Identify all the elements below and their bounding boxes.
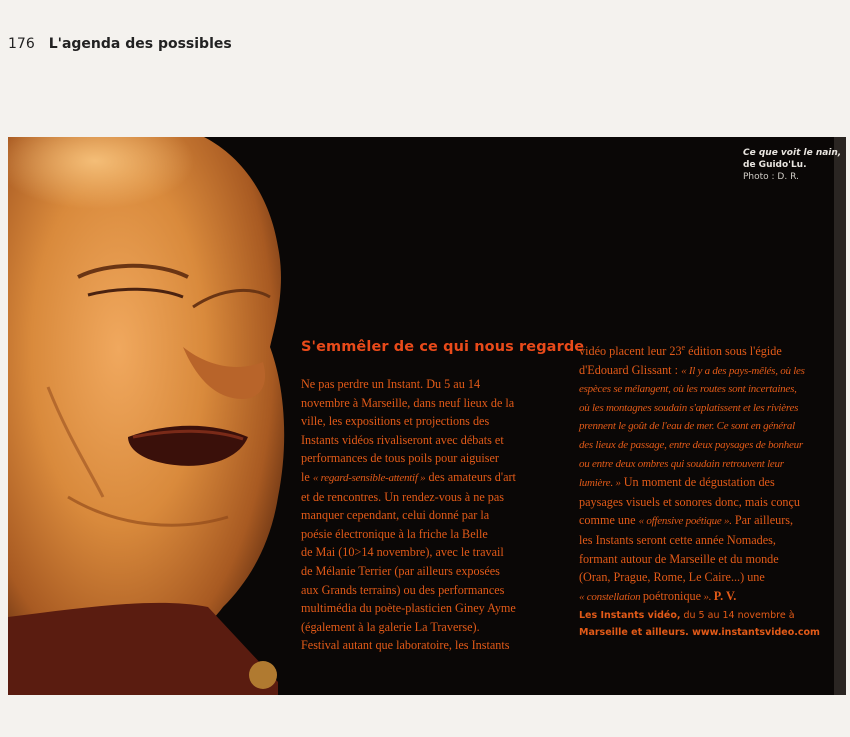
text-run: des amateurs d'art — [425, 469, 516, 484]
quote-line: des lieux de passage, entre deux paysages de bonheur — [579, 439, 803, 452]
article-title: S'emmêler de ce qui nous regarde — [301, 339, 585, 355]
text-line: et de rencontres. Un rendez-vous à ne pas — [301, 489, 505, 504]
text-line: manquer cependant, celui donné par la — [301, 508, 490, 523]
article-column-1 — [301, 375, 563, 655]
event-info — [579, 607, 839, 641]
text-line: performances de tous poils pour aiguiser — [301, 451, 499, 466]
article-column-2 — [579, 339, 843, 606]
text-line: novembre à Marseille, dans neuf lieux de la — [301, 395, 515, 410]
photo — [8, 137, 846, 695]
quote-run: « offensive poétique ». — [638, 515, 732, 528]
text-run: comme une — [579, 513, 639, 528]
text-line: les Instants seront cette année Nomades, — [579, 533, 776, 547]
text-line: Festival autant que laboratoire, les Instants — [301, 638, 510, 653]
photo-caption — [743, 147, 843, 183]
quote-line: prennent le goût de l'eau de mer. Ce sont en général — [579, 420, 795, 433]
text-line: (également à la galerie La Traverse). — [301, 619, 480, 634]
quote-run: lumière. » — [579, 477, 621, 490]
caption-credit: Photo : D. R. — [743, 172, 799, 182]
text-line — [579, 587, 843, 607]
text-line: (Oran, Prague, Rome, Le Caire...) une — [579, 570, 765, 585]
text-line: Ne pas perdre un Instant. Du 5 au 14 — [301, 377, 481, 391]
author-signature: P. V. — [713, 588, 737, 603]
page-number: 176 — [8, 36, 35, 52]
quote-run: « Il y a des pays-mêlés, où les — [681, 364, 805, 377]
text-line: formant autour de Marseille et du monde — [579, 551, 779, 566]
event-name: Les Instants vidéo, — [579, 610, 681, 621]
text-run: édition sous l'égide — [685, 344, 782, 359]
text-line — [579, 511, 843, 531]
text-line: ville, les expositions et projections des — [301, 414, 490, 429]
event-info-line — [579, 607, 839, 624]
caption-author: de Guido'Lu. — [743, 160, 807, 170]
text-run: Par ailleurs, — [731, 513, 794, 528]
superscript: e — [681, 343, 686, 352]
quote-line: espèces se mélangent, où les routes sont incertaines, — [579, 383, 797, 396]
text-line: aux Grands terrains) ou des performances — [301, 582, 505, 597]
text-line — [301, 468, 563, 488]
text-line: de Mélanie Terrier (par ailleurs exposées — [301, 563, 500, 578]
text-run: d'Edouard Glissant : — [579, 362, 682, 377]
event-dates: du 5 au 14 novembre à — [680, 610, 795, 621]
text-line: multimédia du poète-plasticien Giney Ayme — [301, 601, 516, 616]
text-line: de Mai (10>14 novembre), avec le travail — [301, 545, 504, 560]
quote-line: où les montagnes soudain s'aplatissent et les rivières — [579, 401, 799, 414]
text-run: Un moment de dégustation des — [620, 475, 775, 490]
text-line: poésie électronique à la friche la Belle — [301, 526, 488, 541]
text-line: paysages visuels et sonores donc, mais conçu — [579, 494, 801, 509]
quote-run: « constellation — [579, 590, 643, 603]
section-title: L'agenda des possibles — [48, 36, 232, 52]
text-line — [579, 361, 843, 381]
quote-run: ». — [701, 590, 714, 603]
page-header — [8, 36, 232, 56]
quote-line: ou entre deux ombres qui soudain retrouvent leur — [579, 457, 784, 470]
event-info-line: Marseille et ailleurs. www.instantsvideo.com — [579, 627, 820, 638]
text-line — [579, 473, 843, 493]
text-run: vidéo placent leur 23 — [579, 344, 682, 359]
quote-run: « regard-sensible-attentif » — [312, 471, 426, 484]
text-line — [579, 339, 843, 361]
text-line: Instants vidéos rivaliseront avec débats et — [301, 432, 504, 447]
text-run: le — [301, 469, 313, 484]
caption-work: Ce que voit le nain, — [743, 148, 842, 158]
text-run: poétronique — [642, 588, 702, 603]
